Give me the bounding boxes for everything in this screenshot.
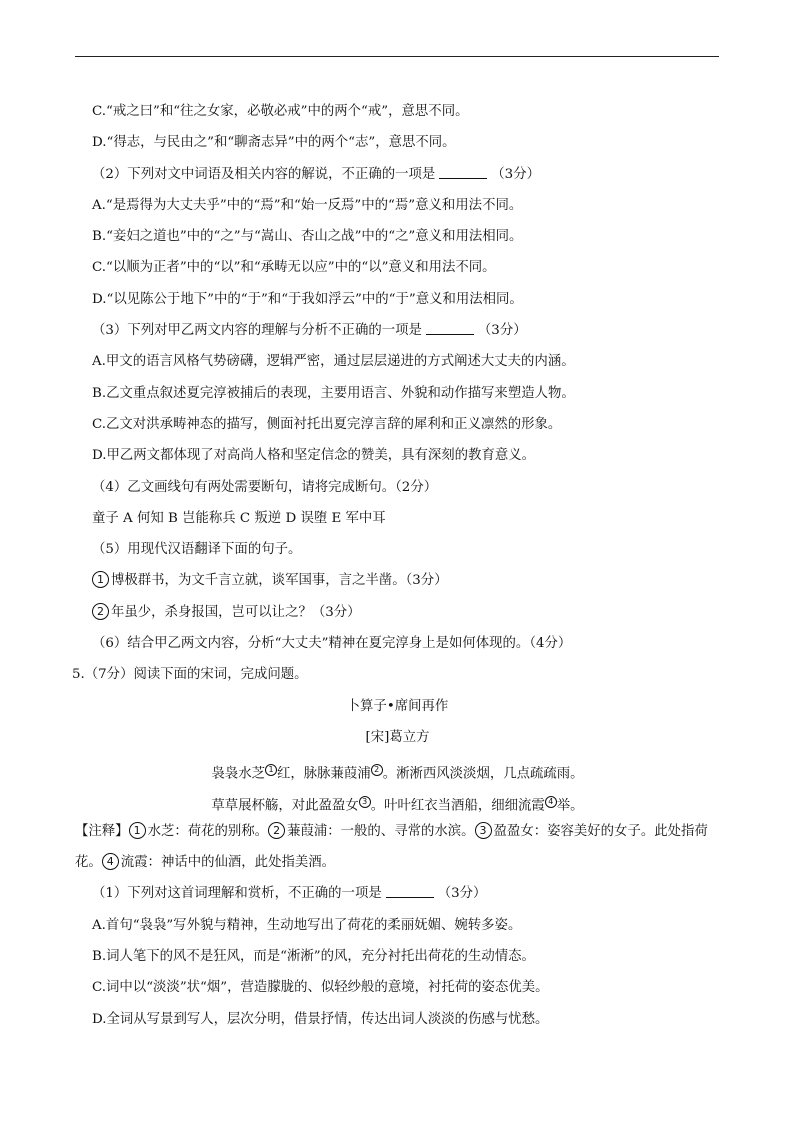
circled-number: 1 xyxy=(129,822,146,839)
note-marker: 3 xyxy=(359,796,371,808)
q4-sub2-option-c: C.“以顺为正者”中的“以”和“承畴无以应”中的“以”意义和用法不同。 xyxy=(92,260,496,276)
q4-sub2-option-a: A.“是焉得为大丈夫乎”中的“焉”和“始一反焉”中的“焉”意义和用法不同。 xyxy=(92,197,523,213)
q4-sub5-item-2: 2 年虽少，杀身报国，岂可以让之？（3分） xyxy=(75,597,720,628)
circled-number: 3 xyxy=(475,822,492,839)
poem-title: 卜算子•席间再作 xyxy=(346,698,449,714)
note-marker: 4 xyxy=(545,796,557,808)
document-body xyxy=(72,96,720,1035)
poem-line-1: 袅袅水芝 $^1$ 红，脉脉蒹葭浦 $^2$ 。淅淅西风淡淡烟，几点疏疏雨。 xyxy=(211,765,584,782)
q4-sub3-option-d: D.甲乙两文都体现了对高尚人格和坚定信念的赞美，具有深刻的教育意义。 xyxy=(92,448,536,464)
q5-sub1-option-b: B.词人笔下的风不是狂风，而是“淅淅”的风，充分衬托出荷花的生动情态。 xyxy=(92,949,535,965)
note-marker: 1 xyxy=(265,764,277,776)
poem-line-2: 草草展杯觞，对此盈盈女 $^3$ 。叶叶红衣当酒船，细细流霞 $^4$ 举。 xyxy=(211,796,584,813)
circled-number: 1 xyxy=(92,571,109,588)
q4-option-c: C.“戒之曰”和“往之女家，必敬必戒”中的两个“戒”，意思不同。 xyxy=(92,104,469,119)
answer-blank[interactable] xyxy=(426,322,474,335)
q4-sub4-sentence: 童子 A 何知 B 岂能称兵 C 叛逆 D 误堕 E 军中耳 xyxy=(92,510,386,526)
note-marker: 2 xyxy=(371,764,383,776)
poem-notes: 【注释】 1 水芝：荷花的别称。 2 蒹葭浦：一般的、寻常的水滨。 3 盈盈女：姿容美好的女子。此处指荷花。 4 流霞：神话中的仙酒，此处指美酒。 xyxy=(75,823,708,871)
q4-sub3-option-b: B.乙文重点叙述夏完淳被捕后的表现，主要用语言、外貌和动作描写来塑造人物。 xyxy=(92,385,575,401)
circled-number: 2 xyxy=(92,603,109,620)
q4-sub5-item-1: 1 博极群书，为文千言立就，谈军国事，言之半凿。（3分） xyxy=(75,565,720,596)
q4-sub3-stem: （3）下列对甲乙两文内容的理解与分析不正确的一项是 （3分） xyxy=(92,323,527,339)
header-rule xyxy=(75,56,719,57)
q5-sub1-option-a: A.首句“袅袅”写外貌与精神，生动地写出了荷花的柔丽妩媚、婉转多姿。 xyxy=(92,917,522,933)
q4-sub6-stem: （6）结合甲乙两文内容，分析“大丈夫”精神在夏完淳身上是如何体现的。（4分） xyxy=(92,636,572,652)
q5-sub1-option-c: C.词中以“淡淡”状“烟”，营造朦胧的、似轻纱般的意境，衬托荷的姿态优美。 xyxy=(92,980,549,996)
q5-header: 5.（7分）阅读下面的宋词，完成问题。 xyxy=(72,667,308,683)
circled-number: 4 xyxy=(102,853,119,870)
q5-sub1-stem: （1）下列对这首词理解和赏析，不正确的一项是 （3分） xyxy=(92,886,487,902)
q4-sub2-option-d: D.“以见陈公于地下”中的“于”和“于我如浮云”中的“于”意义和用法相同。 xyxy=(92,291,523,307)
poem-author: [宋]葛立方 xyxy=(365,729,430,745)
q4-sub2-option-b: B.“妾妇之道也”中的“之”与“嵩山、杏山之战”中的“之”意义和用法相同。 xyxy=(92,229,523,245)
q4-sub2-stem: （2）下列对文中词语及相关内容的解说，不正确的一项是 （3分） xyxy=(92,166,540,182)
q4-sub3-option-a: A.甲文的语言风格气势磅礴，逻辑严密，通过层层递进的方式阐述大丈夫的内涵。 xyxy=(92,354,575,370)
q4-sub5-stem: （5）用现代汉语翻译下面的句子。 xyxy=(92,542,302,558)
q4-option-d: D.“得志，与民由之”和“聊斋志异”中的两个“志”，意思不同。 xyxy=(92,135,456,151)
circled-number: 2 xyxy=(268,822,285,839)
q5-sub1-option-d: D.全词从写景到写人，层次分明，借景抒情，传达出词人淡淡的伤感与忧愁。 xyxy=(92,1011,549,1027)
answer-blank[interactable] xyxy=(439,166,487,179)
q4-sub4-stem: （4）乙文画线句有两处需要断句，请将完成断句。（2分） xyxy=(92,479,438,495)
q4-sub3-option-c: C.乙文对洪承畴神态的描写，侧面衬托出夏完淳言辞的犀利和正义凛然的形象。 xyxy=(92,416,562,432)
answer-blank[interactable] xyxy=(386,885,434,898)
